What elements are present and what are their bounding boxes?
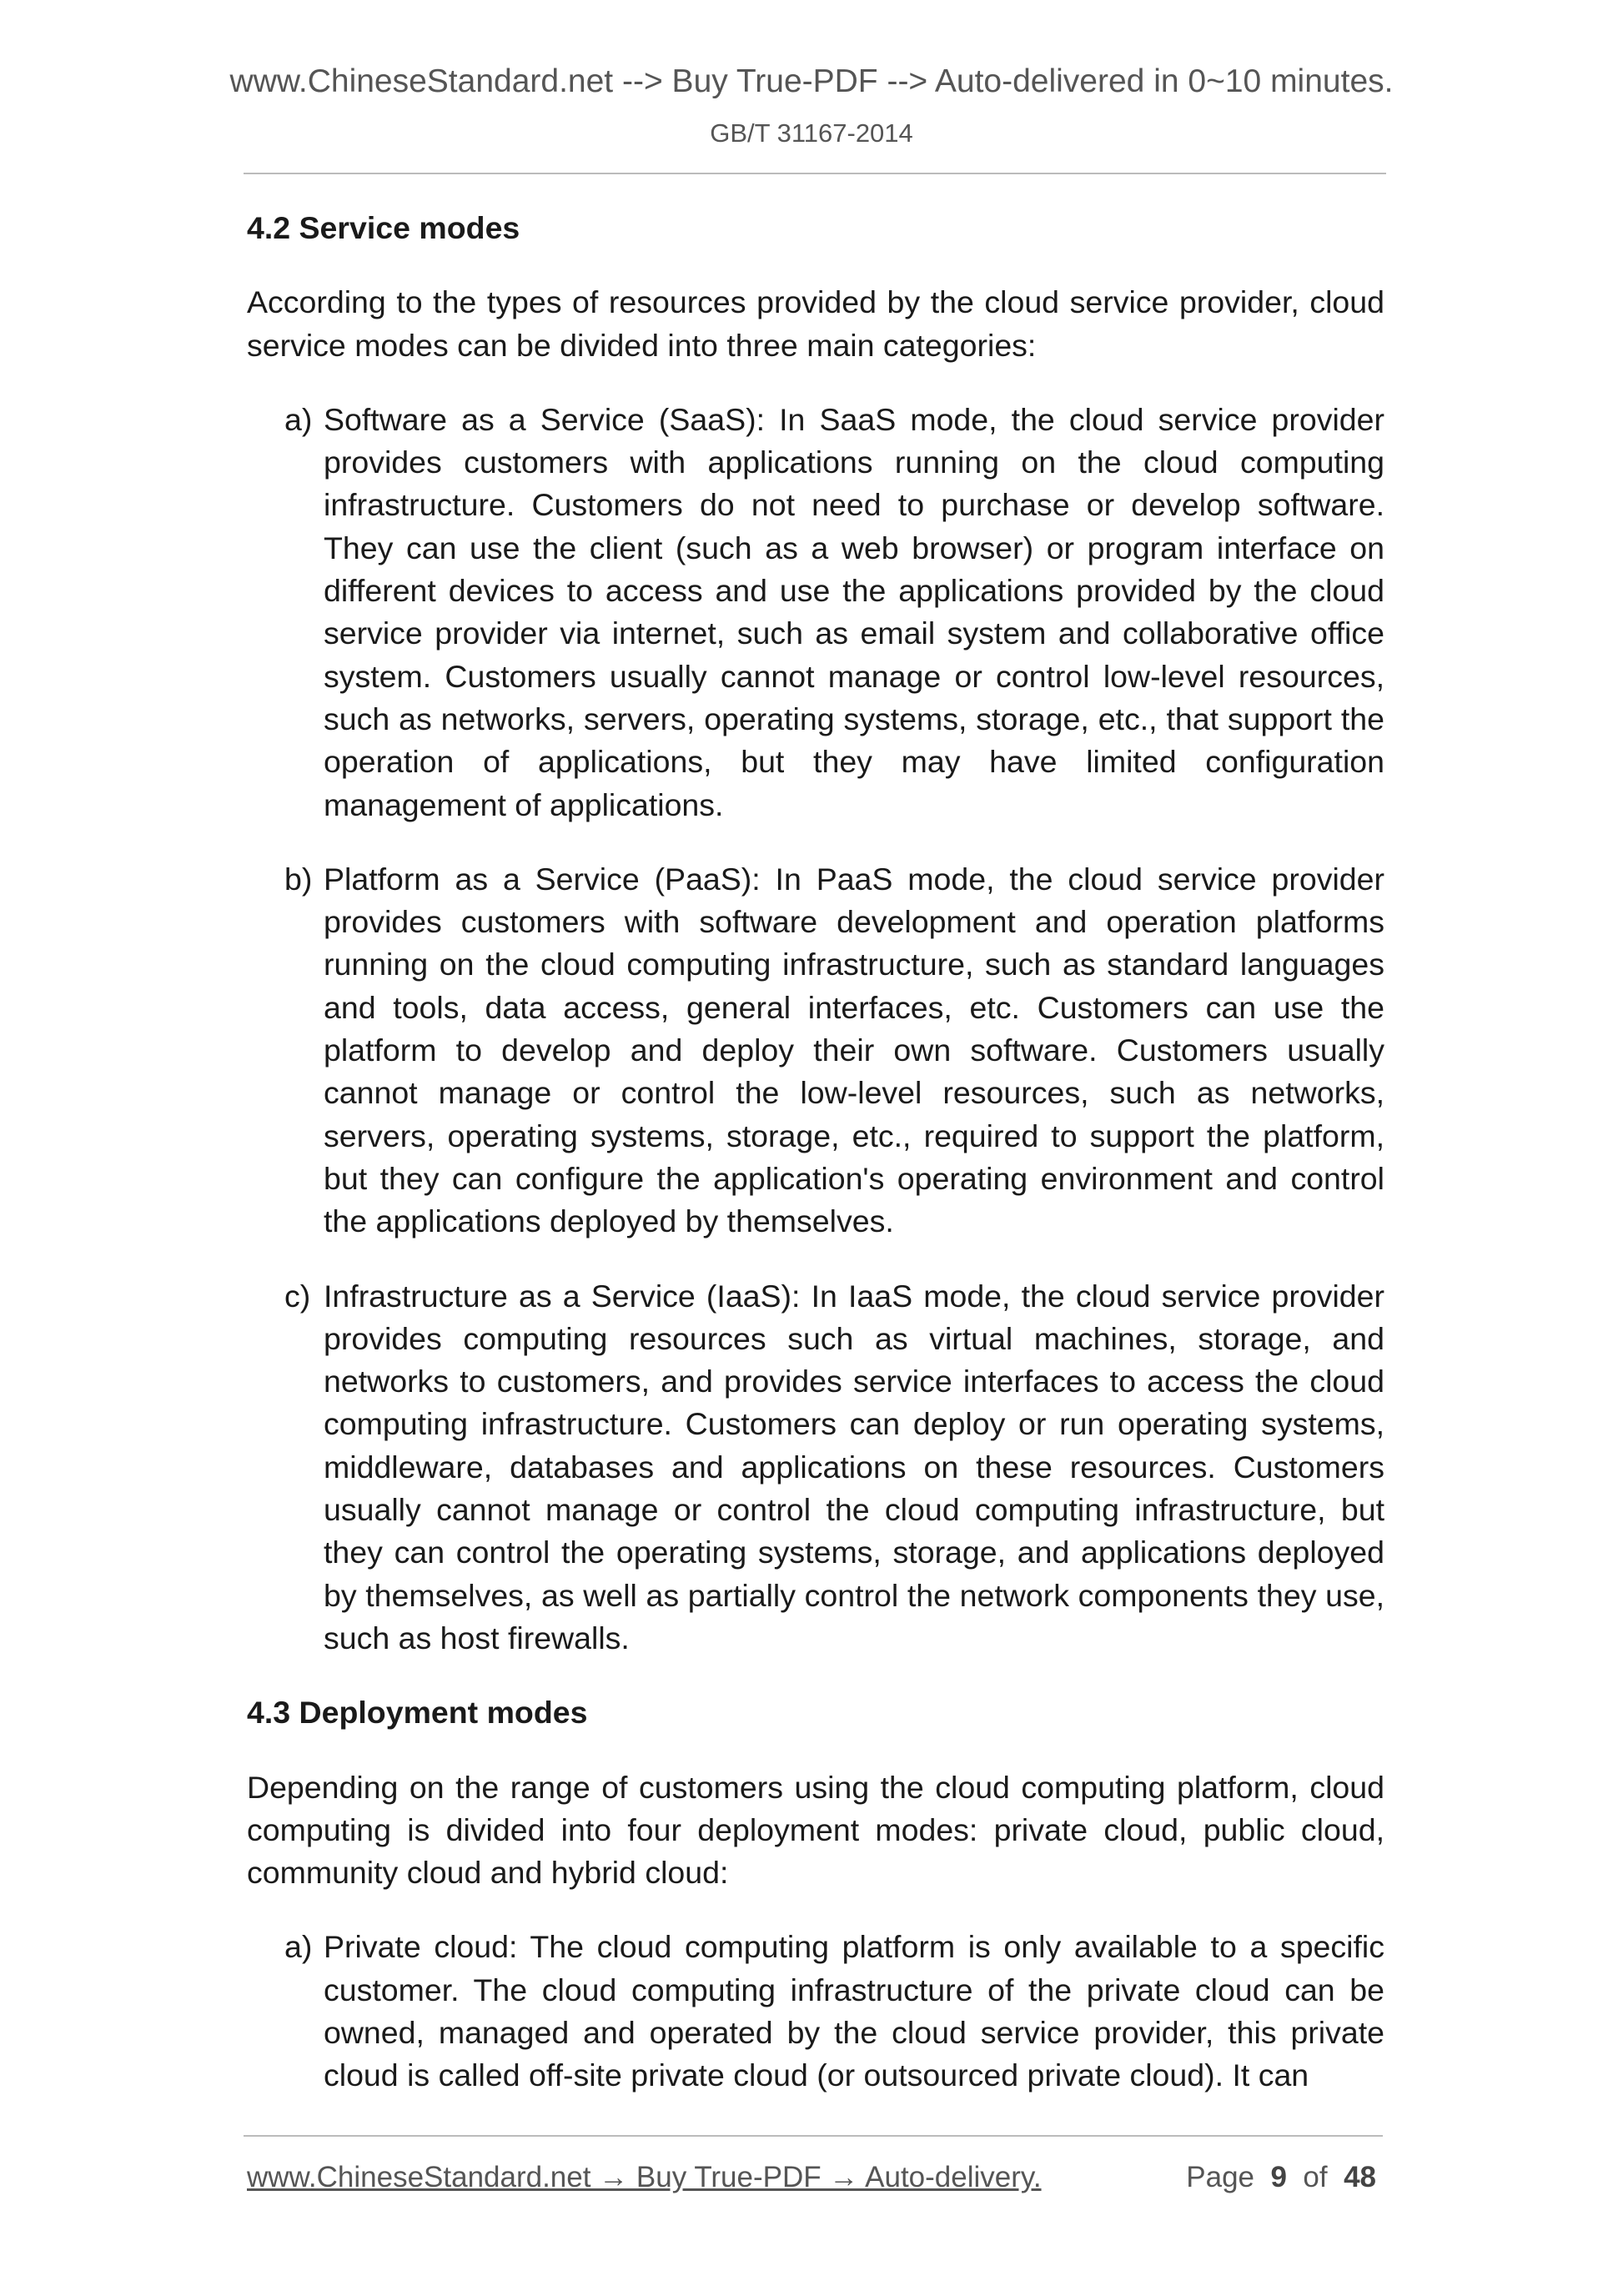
- of-label: of: [1303, 2161, 1328, 2193]
- list-item-text: Platform as a Service (PaaS): In PaaS mode, the cloud service provider provides customers with software development and operation platforms running on the cloud computing infrastructure, such as standard languages and tools, data access, general interfaces, etc. Customers can use the platform to develop and deploy their own software. Customers usually cannot manage or control the low-level resources, such as networks, servers, operating systems, storage, etc., required to support the platform, but they can configure the application's operating environment and control the applications deployed by themselves.: [324, 861, 1384, 1239]
- section-intro-deployment-modes: Depending on the range of customers using the cloud computing platform, cloud computing is divided into four deployment modes: private cloud, public cloud, community cloud and hybrid cloud:: [247, 1769, 1384, 1891]
- list-item-text: Software as a Service (SaaS): In SaaS mode, the cloud service provider provides customers with applications running on the cloud computing infrastructure. Customers do not need to purchase or develop software. They can use the client (such as a web browser) or program interface on different devices to access and use the applications provided by the cloud service provider via internet, such as email system and collaborative office system. Customers usually cannot manage or control low-level resources, such as networks, servers, operating systems, storage, etc., that support the operation of applications, but they may have limited configuration management of applications.: [324, 401, 1384, 822]
- list-marker: c): [284, 1278, 311, 1314]
- section-intro-service-modes: According to the types of resources provided by the cloud service provider, cloud service modes can be divided into three main categories:: [247, 284, 1384, 363]
- header-banner-link[interactable]: www.ChineseStandard.net --> Buy True-PDF --> Auto-delivered in 0~10 minutes.: [229, 63, 1394, 99]
- page-body: [247, 207, 1384, 2129]
- current-page-number: 9: [1270, 2161, 1287, 2193]
- total-pages: 48: [1344, 2161, 1376, 2193]
- page-label: Page: [1186, 2161, 1255, 2193]
- list-marker: a): [284, 401, 313, 437]
- list-item-paas: [284, 858, 1384, 1243]
- list-item-iaas: [284, 1275, 1384, 1660]
- footer-store-link[interactable]: www.ChineseStandard.net → Buy True-PDF → Auto-delivery.: [247, 2161, 1042, 2193]
- footer-divider: [244, 2135, 1383, 2137]
- list-item-saas: [284, 399, 1384, 826]
- section-heading-deployment-modes: 4.3 Deployment modes: [247, 1695, 588, 1731]
- list-marker: b): [284, 861, 313, 897]
- header-divider: [244, 173, 1386, 174]
- page-indicator: [1186, 2163, 1376, 2192]
- list-marker: a): [284, 1929, 313, 1965]
- section-heading-service-modes: 4.2 Service modes: [247, 210, 520, 245]
- list-item-private-cloud: [284, 1926, 1384, 2097]
- list-item-text: Infrastructure as a Service (IaaS): In IaaS mode, the cloud service provider provides computing resources such as virtual machines, storage, and networks to customers, and provides service interfaces to access the cloud computing infrastructure. Customers can deploy or run operating systems, middleware, databases and applications on these resources. Customers usually cannot manage or control the cloud computing infrastructure, but they can control the operating systems, storage, and applications deployed by themselves, as well as partially control the network components they use, such as host firewalls.: [324, 1278, 1384, 1655]
- document-code: GB/T 31167-2014: [710, 118, 913, 148]
- list-item-text: Private cloud: The cloud computing platform is only available to a specific customer. The cloud computing infrastructure of the private cloud can be owned, managed and operated by the cloud service provider, this private cloud is called off-site private cloud (or outsourced private cloud). It can: [324, 1929, 1384, 2093]
